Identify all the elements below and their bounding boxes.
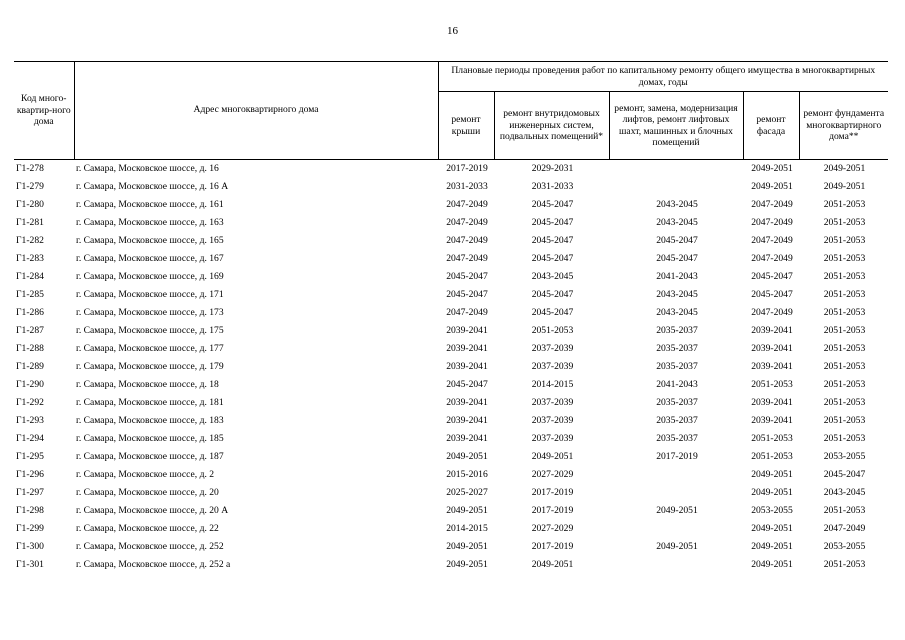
cell-code: Г1-284: [16, 271, 44, 282]
page-number: 16: [447, 25, 458, 37]
cell-code: Г1-298: [16, 505, 44, 516]
cell-foundation: 2051-2053: [823, 235, 866, 246]
cell-address: г. Самара, Московское шоссе, д. 165: [76, 235, 224, 246]
cell-facade: 2053-2055: [751, 505, 793, 516]
table-row: [14, 448, 888, 466]
cell-facade: 2049-2051: [751, 163, 793, 174]
cell-address: г. Самара, Московское шоссе, д. 20 А: [76, 505, 229, 516]
cell-foundation: 2051-2053: [823, 433, 866, 444]
cell-roof: 2017-2019: [446, 163, 488, 174]
cell-roof: 2047-2049: [446, 217, 488, 228]
cell-systems: 2045-2047: [531, 253, 574, 264]
cell-systems: 2031-2033: [531, 181, 574, 192]
cell-facade: 2049-2051: [751, 523, 793, 534]
table-row: [14, 268, 888, 286]
table-row: [14, 376, 888, 394]
cell-code: Г1-279: [16, 181, 44, 192]
cell-lifts: [609, 160, 743, 179]
cell-lifts: 2035-2037: [656, 361, 698, 372]
cell-foundation: 2045-2047: [823, 469, 866, 480]
cell-systems: 2037-2039: [531, 415, 574, 426]
cell-code: Г1-292: [16, 397, 44, 408]
cell-foundation: 2043-2045: [823, 487, 866, 498]
cell-lifts: 2045-2047: [656, 253, 698, 264]
cell-address: г. Самара, Московское шоссе, д. 181: [76, 397, 224, 408]
cell-lifts: 2035-2037: [656, 415, 698, 426]
table-row: [14, 322, 888, 340]
cell-code: Г1-278: [16, 163, 44, 174]
cell-lifts: [609, 466, 743, 484]
cell-facade: 2047-2049: [751, 235, 793, 246]
cell-systems: 2029-2031: [531, 163, 574, 174]
cell-foundation: 2051-2053: [823, 397, 866, 408]
cell-roof: 2047-2049: [446, 199, 488, 210]
table-header: [14, 62, 888, 160]
cell-systems: 2017-2019: [531, 487, 574, 498]
cell-address: г. Самара, Московское шоссе, д. 252: [76, 541, 224, 552]
cell-systems: 2037-2039: [531, 361, 574, 372]
cell-lifts: 2049-2051: [656, 505, 698, 516]
cell-facade: 2051-2053: [751, 451, 793, 462]
cell-facade: 2047-2049: [751, 217, 793, 228]
cell-lifts: 2035-2037: [656, 433, 698, 444]
cell-lifts: [609, 520, 743, 538]
cell-address: г. Самара, Московское шоссе, д. 2: [76, 469, 215, 480]
cell-roof: 2015-2016: [446, 469, 488, 480]
cell-roof: 2045-2047: [446, 379, 488, 390]
cell-code: Г1-300: [16, 541, 44, 552]
cell-systems: 2043-2045: [531, 271, 574, 282]
cell-foundation: 2051-2053: [823, 343, 866, 354]
cell-address: г. Самара, Московское шоссе, д. 173: [76, 307, 224, 318]
header-lifts: ремонт, замена, модернизация лифтов, ремонт лифтовых шахт, машинных и блочных помещений: [609, 92, 743, 160]
cell-systems: 2037-2039: [531, 397, 574, 408]
cell-code: Г1-297: [16, 487, 44, 498]
header-engineering-systems: ремонт внутридомовых инженерных систем, подвальных помещений*: [494, 92, 609, 160]
cell-systems: 2017-2019: [531, 505, 574, 516]
cell-roof: 2047-2049: [446, 253, 488, 264]
table-row: [14, 466, 888, 484]
cell-address: г. Самара, Московское шоссе, д. 163: [76, 217, 224, 228]
cell-code: Г1-293: [16, 415, 44, 426]
header-code: Код много-квартир-ного дома: [14, 62, 74, 160]
cell-code: Г1-287: [16, 325, 44, 336]
table-row: [14, 250, 888, 268]
cell-facade: 2049-2051: [751, 181, 793, 192]
cell-facade: 2051-2053: [751, 433, 793, 444]
cell-systems: 2045-2047: [531, 307, 574, 318]
cell-foundation: 2051-2053: [823, 379, 866, 390]
table-row: [14, 214, 888, 232]
cell-foundation: 2051-2053: [823, 253, 866, 264]
cell-facade: 2039-2041: [751, 415, 793, 426]
cell-facade: 2047-2049: [751, 253, 793, 264]
cell-roof: 2039-2041: [446, 415, 488, 426]
cell-systems: 2027-2029: [531, 469, 574, 480]
cell-systems: 2045-2047: [531, 217, 574, 228]
cell-address: г. Самара, Московское шоссе, д. 177: [76, 343, 224, 354]
cell-foundation: 2051-2053: [823, 415, 866, 426]
table-row: [14, 412, 888, 430]
cell-facade: 2047-2049: [751, 199, 793, 210]
cell-facade: 2039-2041: [751, 325, 793, 336]
cell-code: Г1-283: [16, 253, 44, 264]
cell-lifts: 2041-2043: [656, 271, 698, 282]
cell-systems: 2049-2051: [531, 451, 574, 462]
cell-address: г. Самара, Московское шоссе, д. 187: [76, 451, 224, 462]
header-planned-periods: Плановые периоды проведения работ по капитальному ремонту общего имущества в многоквартирных домах, годы: [438, 62, 888, 92]
cell-lifts: 2035-2037: [656, 325, 698, 336]
cell-roof: 2031-2033: [446, 181, 488, 192]
cell-code: Г1-295: [16, 451, 44, 462]
cell-roof: 2049-2051: [446, 541, 488, 552]
cell-address: г. Самара, Московское шоссе, д. 16 А: [76, 181, 229, 192]
cell-facade: 2039-2041: [751, 343, 793, 354]
cell-foundation: 2051-2053: [823, 361, 866, 372]
cell-facade: 2045-2047: [751, 271, 793, 282]
cell-systems: 2045-2047: [531, 235, 574, 246]
table-row: [14, 196, 888, 214]
table-row: [14, 286, 888, 304]
cell-code: Г1-289: [16, 361, 44, 372]
cell-roof: 2039-2041: [446, 325, 488, 336]
cell-address: г. Самара, Московское шоссе, д. 16: [76, 163, 219, 174]
header-foundation: ремонт фундамента многоквартирного дома**: [799, 92, 888, 160]
cell-facade: 2049-2051: [751, 487, 793, 498]
table-row: [14, 178, 888, 196]
table-body: [14, 160, 888, 575]
cell-address: г. Самара, Московское шоссе, д. 252 а: [76, 559, 231, 570]
table-row: [14, 430, 888, 448]
cell-address: г. Самара, Московское шоссе, д. 161: [76, 199, 224, 210]
cell-code: Г1-285: [16, 289, 44, 300]
table-row: [14, 358, 888, 376]
cell-address: г. Самара, Московское шоссе, д. 171: [76, 289, 224, 300]
cell-foundation: 2053-2055: [823, 541, 866, 552]
cell-code: Г1-294: [16, 433, 44, 444]
cell-foundation: 2049-2051: [823, 181, 866, 192]
cell-systems: 2037-2039: [531, 433, 574, 444]
cell-systems: 2014-2015: [531, 379, 574, 390]
repair-schedule-table: [14, 61, 888, 574]
cell-code: Г1-286: [16, 307, 44, 318]
cell-roof: 2045-2047: [446, 289, 488, 300]
cell-facade: 2039-2041: [751, 397, 793, 408]
table-row: [14, 556, 888, 574]
table-row: [14, 520, 888, 538]
cell-foundation: 2051-2053: [823, 559, 866, 570]
cell-lifts: [609, 484, 743, 502]
cell-lifts: 2045-2047: [656, 235, 698, 246]
cell-lifts: 2035-2037: [656, 397, 698, 408]
cell-lifts: [609, 178, 743, 196]
cell-roof: 2025-2027: [446, 487, 488, 498]
cell-roof: 2039-2041: [446, 361, 488, 372]
cell-facade: 2051-2053: [751, 379, 793, 390]
cell-roof: 2047-2049: [446, 307, 488, 318]
cell-code: Г1-280: [16, 199, 44, 210]
cell-facade: 2049-2051: [751, 559, 793, 570]
cell-systems: 2049-2051: [531, 559, 574, 570]
cell-roof: 2049-2051: [446, 505, 488, 516]
cell-foundation: 2051-2053: [823, 307, 866, 318]
cell-foundation: 2051-2053: [823, 271, 866, 282]
header-facade: ремонт фасада: [743, 92, 799, 160]
cell-roof: 2014-2015: [446, 523, 488, 534]
table-row: [14, 502, 888, 520]
cell-address: г. Самара, Московское шоссе, д. 185: [76, 433, 224, 444]
table-row: [14, 232, 888, 250]
cell-systems: 2037-2039: [531, 343, 574, 354]
cell-lifts: 2017-2019: [656, 451, 698, 462]
cell-code: Г1-301: [16, 559, 44, 570]
cell-lifts: 2035-2037: [656, 343, 698, 354]
cell-code: Г1-296: [16, 469, 44, 480]
cell-code: Г1-281: [16, 217, 44, 228]
header-roof: ремонт крыши: [438, 92, 494, 160]
cell-foundation: 2047-2049: [823, 523, 866, 534]
cell-address: г. Самара, Московское шоссе, д. 183: [76, 415, 224, 426]
table-row: [14, 394, 888, 412]
cell-code: Г1-282: [16, 235, 44, 246]
cell-lifts: 2043-2045: [656, 217, 698, 228]
cell-address: г. Самара, Московское шоссе, д. 167: [76, 253, 224, 264]
cell-roof: 2039-2041: [446, 397, 488, 408]
cell-roof: 2049-2051: [446, 451, 488, 462]
cell-lifts: 2043-2045: [656, 307, 698, 318]
table-row: [14, 538, 888, 556]
cell-code: Г1-290: [16, 379, 44, 390]
cell-lifts: 2041-2043: [656, 379, 698, 390]
table-row: [14, 160, 888, 179]
cell-facade: 2039-2041: [751, 361, 793, 372]
cell-code: Г1-299: [16, 523, 44, 534]
table-row: [14, 484, 888, 502]
cell-code: Г1-288: [16, 343, 44, 354]
cell-roof: 2047-2049: [446, 235, 488, 246]
cell-address: г. Самара, Московское шоссе, д. 169: [76, 271, 224, 282]
cell-address: г. Самара, Московское шоссе, д. 179: [76, 361, 224, 372]
cell-lifts: 2049-2051: [656, 541, 698, 552]
cell-address: г. Самара, Московское шоссе, д. 175: [76, 325, 224, 336]
cell-foundation: 2051-2053: [823, 325, 866, 336]
cell-foundation: 2051-2053: [823, 505, 866, 516]
cell-address: г. Самара, Московское шоссе, д. 22: [76, 523, 219, 534]
cell-facade: 2049-2051: [751, 469, 793, 480]
cell-foundation: 2053-2055: [823, 451, 866, 462]
cell-roof: 2045-2047: [446, 271, 488, 282]
cell-foundation: 2051-2053: [823, 217, 866, 228]
cell-facade: 2049-2051: [751, 541, 793, 552]
cell-systems: 2017-2019: [531, 541, 574, 552]
cell-roof: 2039-2041: [446, 343, 488, 354]
cell-address: г. Самара, Московское шоссе, д. 18: [76, 379, 219, 390]
cell-roof: 2039-2041: [446, 433, 488, 444]
cell-lifts: [609, 556, 743, 574]
cell-systems: 2051-2053: [531, 325, 574, 336]
cell-roof: 2049-2051: [446, 559, 488, 570]
cell-foundation: 2049-2051: [823, 163, 866, 174]
cell-lifts: 2043-2045: [656, 199, 698, 210]
cell-facade: 2045-2047: [751, 289, 793, 300]
cell-systems: 2045-2047: [531, 199, 574, 210]
header-address: Адрес многоквартирного дома: [74, 62, 438, 160]
cell-facade: 2047-2049: [751, 307, 793, 318]
table-row: [14, 340, 888, 358]
cell-lifts: 2043-2045: [656, 289, 698, 300]
cell-address: г. Самара, Московское шоссе, д. 20: [76, 487, 219, 498]
cell-foundation: 2051-2053: [823, 199, 866, 210]
cell-foundation: 2051-2053: [823, 289, 866, 300]
cell-systems: 2027-2029: [531, 523, 574, 534]
table-row: [14, 304, 888, 322]
cell-systems: 2045-2047: [531, 289, 574, 300]
